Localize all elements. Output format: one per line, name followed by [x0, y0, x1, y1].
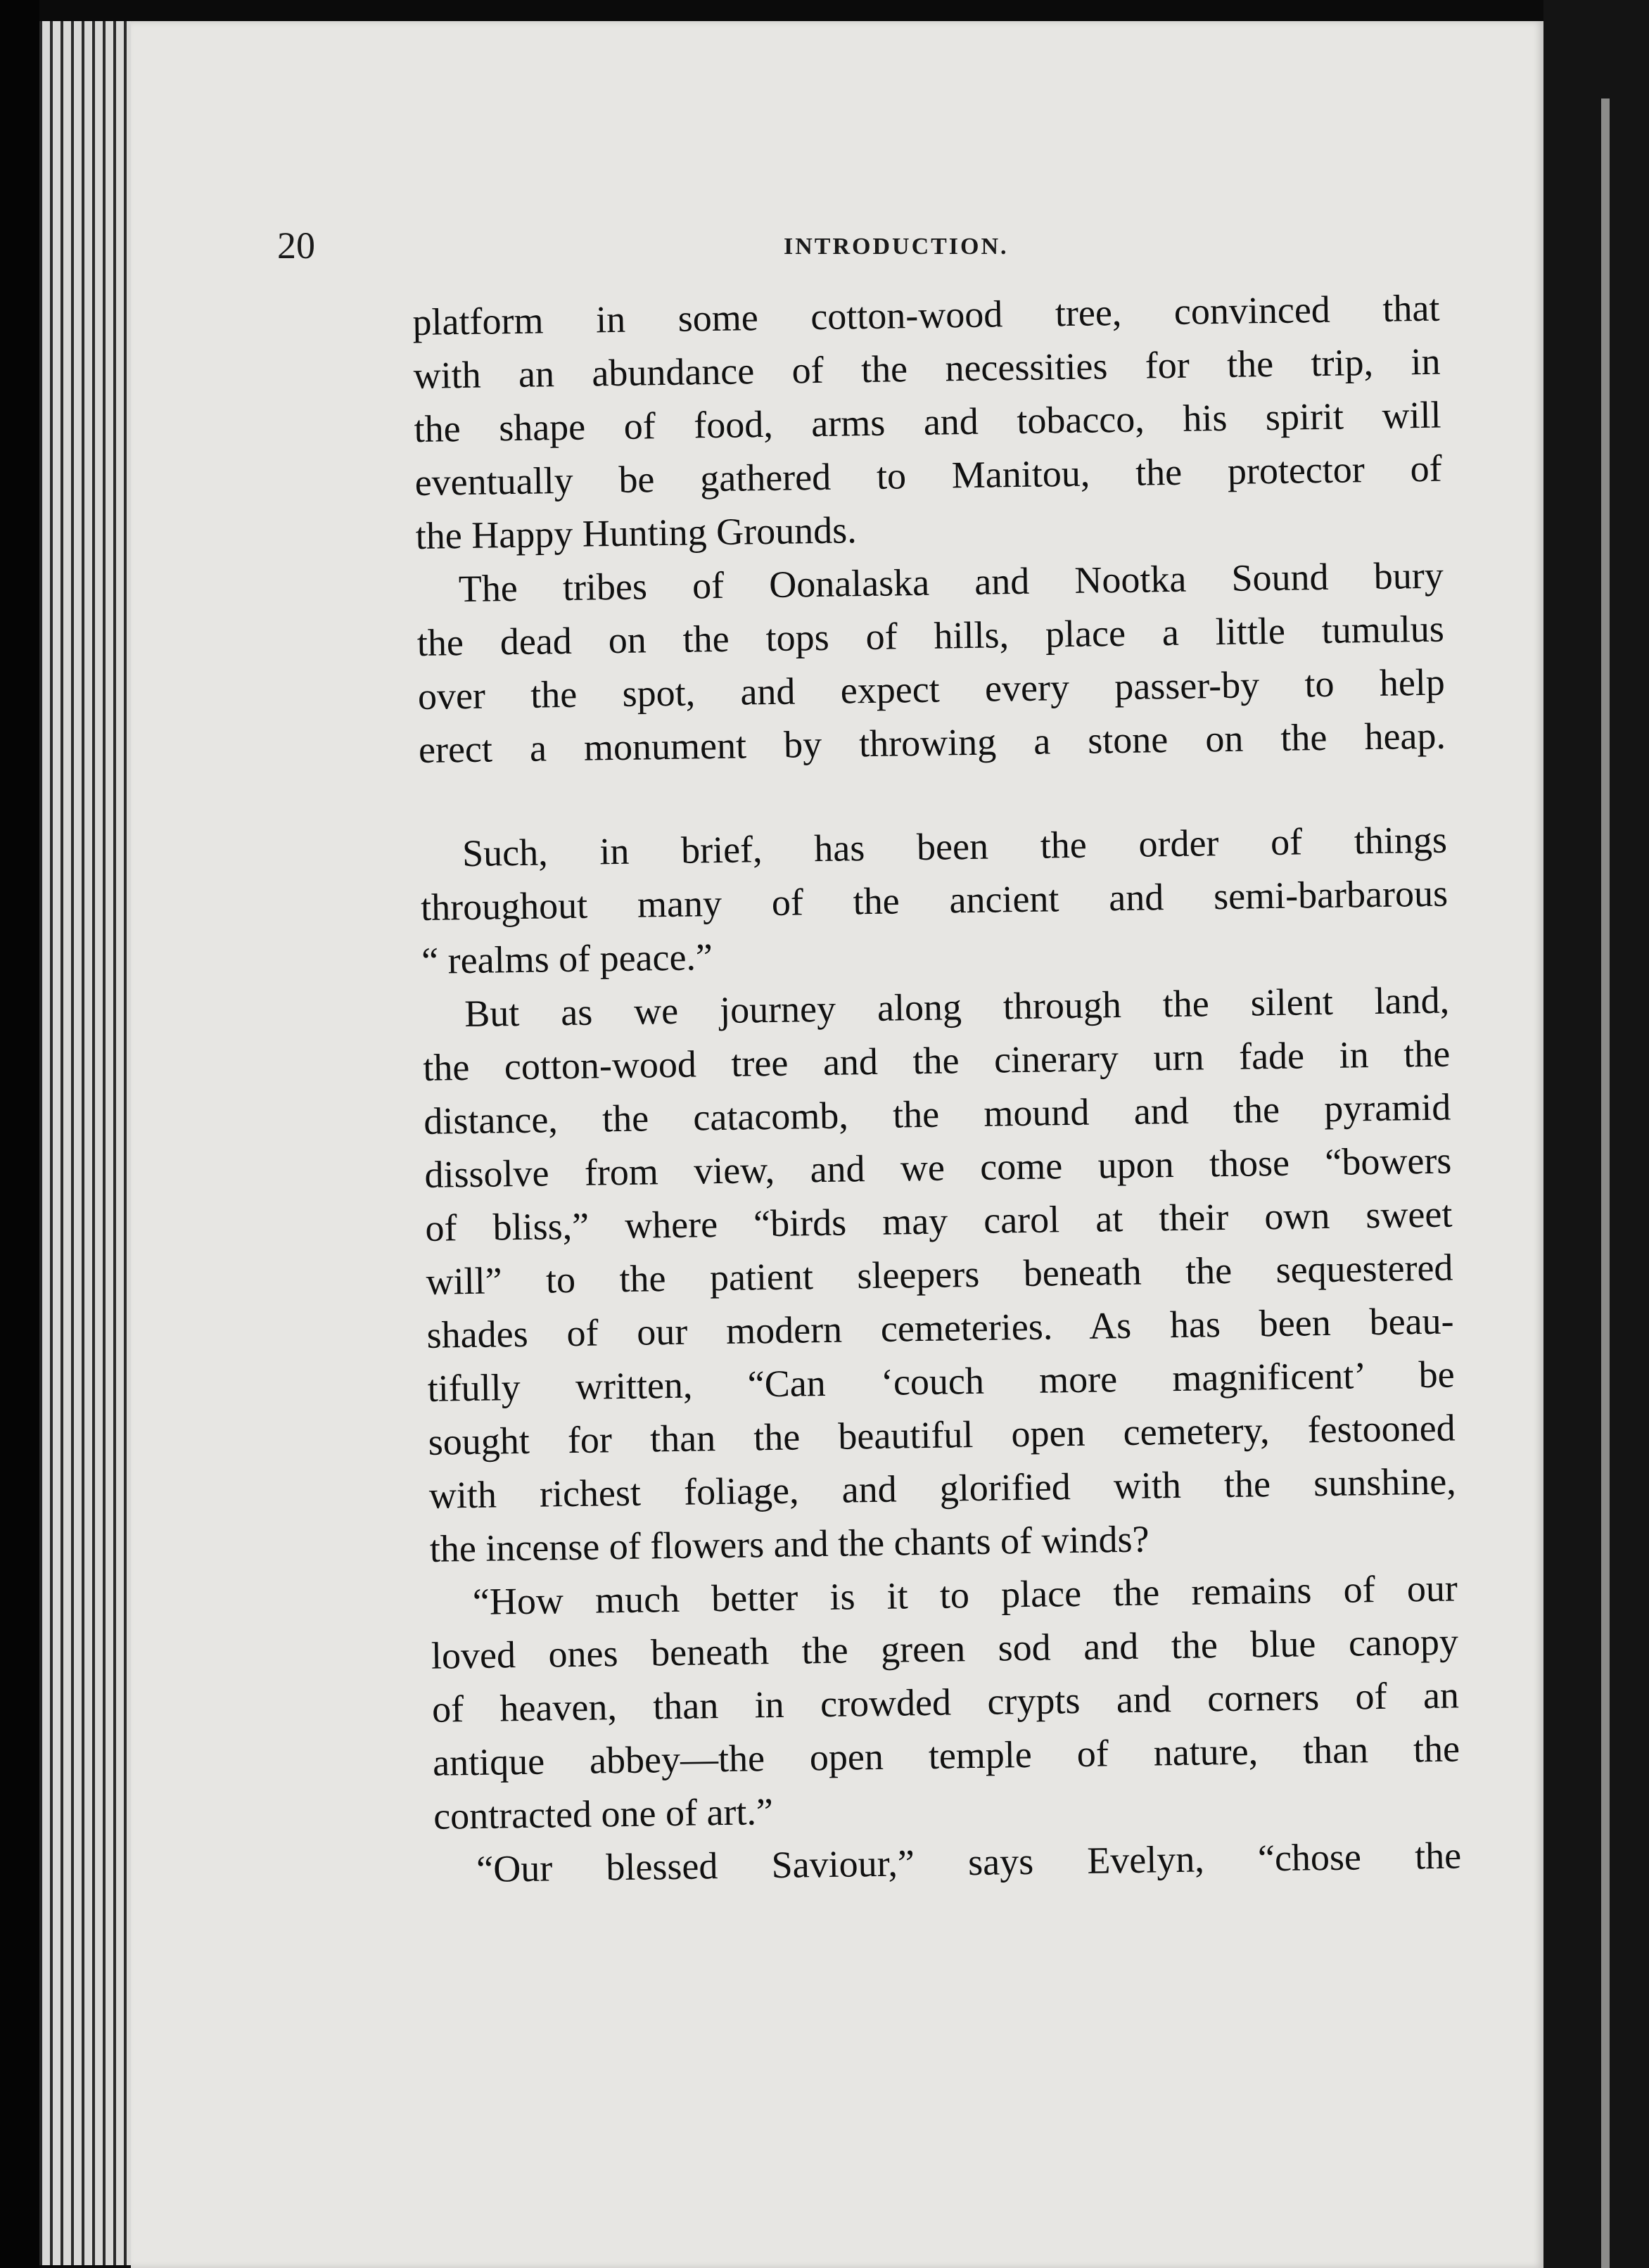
paragraph — [416, 549, 1446, 777]
text-line: sought for than the beautiful open cemetery, festooned — [428, 1406, 1456, 1463]
text-line: The tribes of Oonalaska and Nootka Sound bury — [458, 554, 1444, 611]
text-line: with richest foliage, and glorified with the sunshine, — [428, 1460, 1457, 1517]
text-line: eventually be gathered to Manitou, the protector of — [414, 447, 1442, 504]
text-line: contracted one of art.” — [433, 1790, 774, 1837]
text-line: of bliss,” where “birds may carol at their own sweet — [425, 1192, 1453, 1249]
text-line: loved ones beneath the green sod and the blue canopy — [431, 1620, 1459, 1677]
text-line: over the spot, and expect every passer-by to help — [417, 661, 1446, 718]
text-line: tifully written, “Can ‘couch more magnificent’ be — [427, 1353, 1455, 1410]
page-number: 20 — [277, 224, 315, 267]
paragraph — [420, 813, 1449, 988]
text-line: “ realms of peace.” — [421, 936, 713, 982]
running-head: INTRODUCTION. — [784, 234, 1009, 260]
text-line: the incense of flowers and the chants of winds? — [429, 1517, 1150, 1570]
text-line: Such, in brief, has been the order of things — [461, 818, 1448, 875]
paragraph — [422, 974, 1458, 1576]
text-line: antique abbey—the open temple of nature, than the — [432, 1727, 1460, 1784]
text-line: will” to the patient sleepers beneath the sequestered — [426, 1246, 1453, 1303]
text-line: of heaven, than in crowded crypts and corners of an — [431, 1674, 1460, 1731]
book-spine — [0, 0, 39, 2268]
text-line: with an abundance of the necessities for the trip, in — [413, 340, 1441, 397]
text-line: the cotton-wood tree and the cinerary urn fade in the — [422, 1032, 1451, 1089]
facing-page-edge — [1543, 0, 1649, 2268]
page-edges — [39, 21, 131, 2265]
text-line: erect a monument by throwing a stone on the heap. — [418, 714, 1446, 771]
text-line: But as we journey along through the silent land, — [464, 979, 1450, 1036]
paragraph — [412, 281, 1443, 563]
text-line: distance, the catacomb, the mound and the pyramid — [423, 1085, 1451, 1142]
paragraph — [430, 1561, 1460, 1842]
text-line: “Our blessed Saviour,” says Evelyn, “chose the — [476, 1834, 1462, 1890]
text-line: throughout many of the ancient and semi-barbarous — [420, 872, 1449, 929]
text-line: the Happy Hunting Grounds. — [415, 509, 858, 557]
text-line: the dead on the tops of hills, place a little tumulus — [416, 607, 1445, 664]
body-text — [412, 281, 1462, 1897]
text-line: the shape of food, arms and tobacco, his spirit will — [414, 393, 1441, 450]
text-line: platform in some cotton-wood tree, convinced that — [412, 286, 1440, 343]
text-line: shades of our modern cemeteries. As has been beau- — [426, 1299, 1454, 1356]
page-edge-strip — [1601, 98, 1610, 2268]
text-line: dissolve from view, and we come upon those “bowers — [424, 1139, 1452, 1196]
page-header — [277, 224, 1459, 280]
text-line: “How much better is it to place the remains of our — [472, 1567, 1458, 1623]
